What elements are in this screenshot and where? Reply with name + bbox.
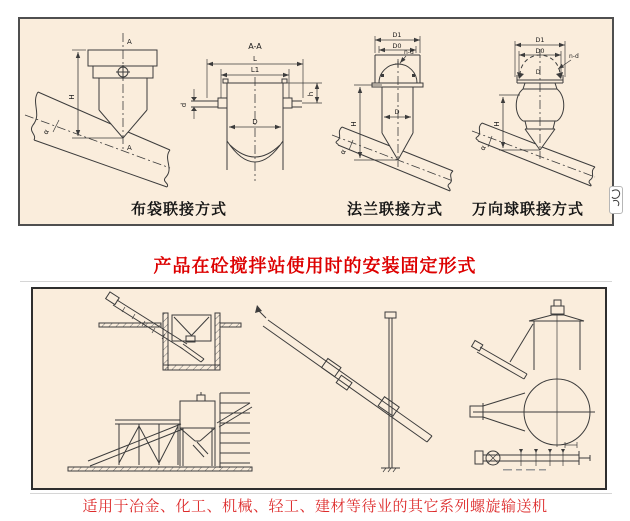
label-dim-D-flange: D: [394, 108, 400, 116]
label-dim-H-ball: H: [493, 121, 501, 127]
drawing-post-supported-conveyor: [255, 305, 432, 472]
caption-bag-connection: 布袋联接方式: [130, 200, 227, 218]
label-dim-D-aa: D: [252, 118, 258, 126]
label-section-a-top: A: [127, 38, 132, 46]
divider-line-bottom: [30, 493, 612, 494]
section-title: 产品在砼搅拌站使用时的安装固定形式: [153, 256, 477, 277]
label-dim-L1: L1: [250, 66, 260, 74]
footer-applications-text: 适用于冶金、化工、机械、轻工、建材等待业的其它系列螺旋输送机: [82, 497, 548, 515]
floating-contact-icon[interactable]: [609, 186, 623, 214]
label-dim-alpha-ball: α: [478, 144, 488, 152]
label-dim-nd-ball: n-d: [569, 53, 579, 60]
label-dim-alpha-flange: α: [338, 148, 348, 156]
caption-ball-connection: 万向球联接方式: [471, 200, 584, 218]
label-dim-nd-flange: n-d: [404, 49, 414, 56]
divider-line-top: [20, 281, 612, 282]
label-dim-L: L: [253, 55, 257, 63]
contact-icon-glyph: [610, 187, 622, 209]
label-dim-alpha-1: α: [41, 128, 51, 136]
drawing-silo-plan-and-conveyor: [470, 300, 595, 471]
label-dim-D0-ball: D0: [535, 47, 545, 55]
label-dim-D0-flange: D0: [392, 42, 402, 50]
connection-methods-panel: [18, 17, 614, 226]
drawing-ball-connection: [472, 36, 595, 186]
label-section-a-bottom: A: [127, 144, 132, 152]
connection-methods-drawing: [20, 19, 612, 224]
label-dim-D1-flange: D1: [392, 31, 402, 39]
label-dim-d: d: [180, 102, 188, 108]
drawing-bag-side-view: [25, 33, 170, 187]
drawing-flange-connection: [332, 31, 453, 191]
installation-drawing: [33, 289, 605, 488]
installation-forms-panel: [31, 287, 607, 490]
label-dim-H-1: H: [68, 94, 76, 100]
label-dim-H-flange: H: [350, 121, 358, 127]
label-dim-D-ball: D: [535, 69, 541, 76]
drawing-ground-structure: [68, 392, 252, 471]
caption-flange-connection: 法兰联接方式: [346, 200, 443, 218]
label-dim-h: h: [307, 91, 315, 97]
label-aa-title: A-A: [248, 42, 262, 51]
drawing-pit-installation: [99, 292, 241, 370]
label-dim-D1-ball: D1: [535, 36, 545, 44]
drawing-aa-section: [180, 42, 322, 181]
